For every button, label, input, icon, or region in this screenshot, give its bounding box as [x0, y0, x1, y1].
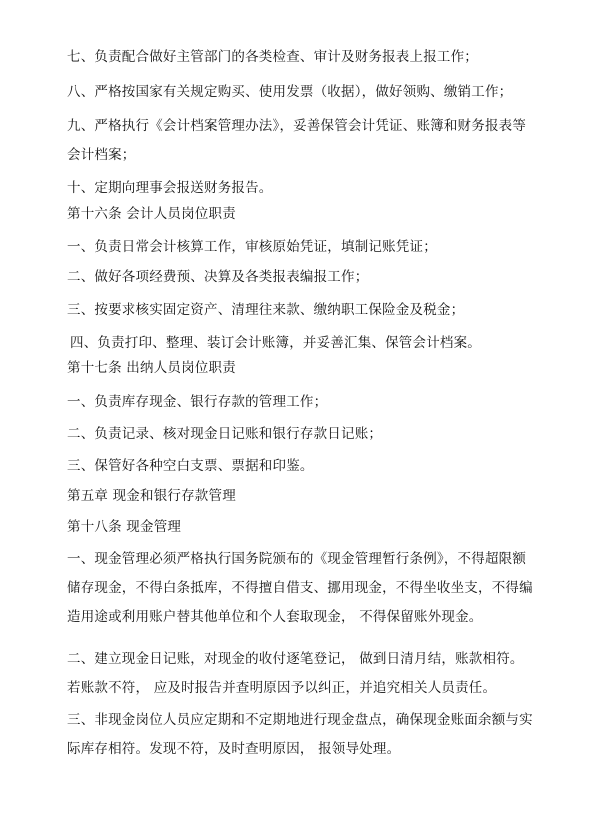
article-eighteen-heading: 第十八条 现金管理 — [67, 519, 182, 535]
article-seventeen-heading: 第十七条 出纳人员岗位职责 — [67, 360, 236, 376]
cashier-duty-two: 二、负责记录、核对现金日记账和银行存款日记账； — [67, 426, 383, 442]
clause-ten: 十、定期向理事会报送财务报告。 — [67, 180, 273, 196]
cash-rule-three: 三、非现金岗位人员应定期和不定期地进行现金盘点，确保现金账面余额与实际库存相符。发现不符，及时查明原因， 报领导处理。 — [67, 712, 533, 757]
cashier-duty-three: 三、保管好各种空白支票、票据和印鉴。 — [67, 458, 314, 474]
clause-nine: 九、严格执行《会计档案管理办法》，妥善保管会计凭证、账簿和财务报表等会计档案； — [67, 118, 527, 163]
accounting-duty-three: 三、按要求核实固定资产、清理往来款、缴纳职工保险金及税金； — [67, 302, 465, 318]
article-sixteen-heading: 第十六条 会计人员岗位职责 — [67, 206, 236, 222]
cashier-duty-one: 一、负责库存现金、银行存款的管理工作； — [67, 394, 328, 410]
clause-eight: 八、严格按国家有关规定购买、使用发票（收据），做好领购、缴销工作； — [67, 84, 513, 100]
cash-rule-two: 二、建立现金日记账，对现金的收付逐笔登记， 做到日清月结，账款相符。若账款不符， 应及时报告并查明原因予以纠正，并追究相关人员责任。 — [67, 651, 524, 696]
cash-rule-one: 一、现金管理必须严格执行国务院颁布的《现金管理暂行条例》，不得超限额储存现金，不得白条抵库，不得擅自借支、挪用现金，不得坐收坐支，不得编造用途或利用账户替其他单位和个人套取现金， 不得保留账外现金。 — [67, 551, 533, 625]
accounting-duty-one: 一、负责日常会计核算工作，审核原始凭证，填制记账凭证； — [67, 239, 437, 255]
clause-seven: 七、负责配合做好主管部门的各类检查、审计及财务报表上报工作； — [67, 49, 478, 65]
accounting-duty-four: 四、负责打印、整理、装订会计账簿，并妥善汇集、保管会计档案。 — [70, 335, 481, 351]
chapter-five-heading: 第五章 现金和银行存款管理 — [67, 488, 236, 504]
accounting-duty-two: 二、做好各项经费预、决算及各类报表编报工作； — [67, 269, 369, 285]
